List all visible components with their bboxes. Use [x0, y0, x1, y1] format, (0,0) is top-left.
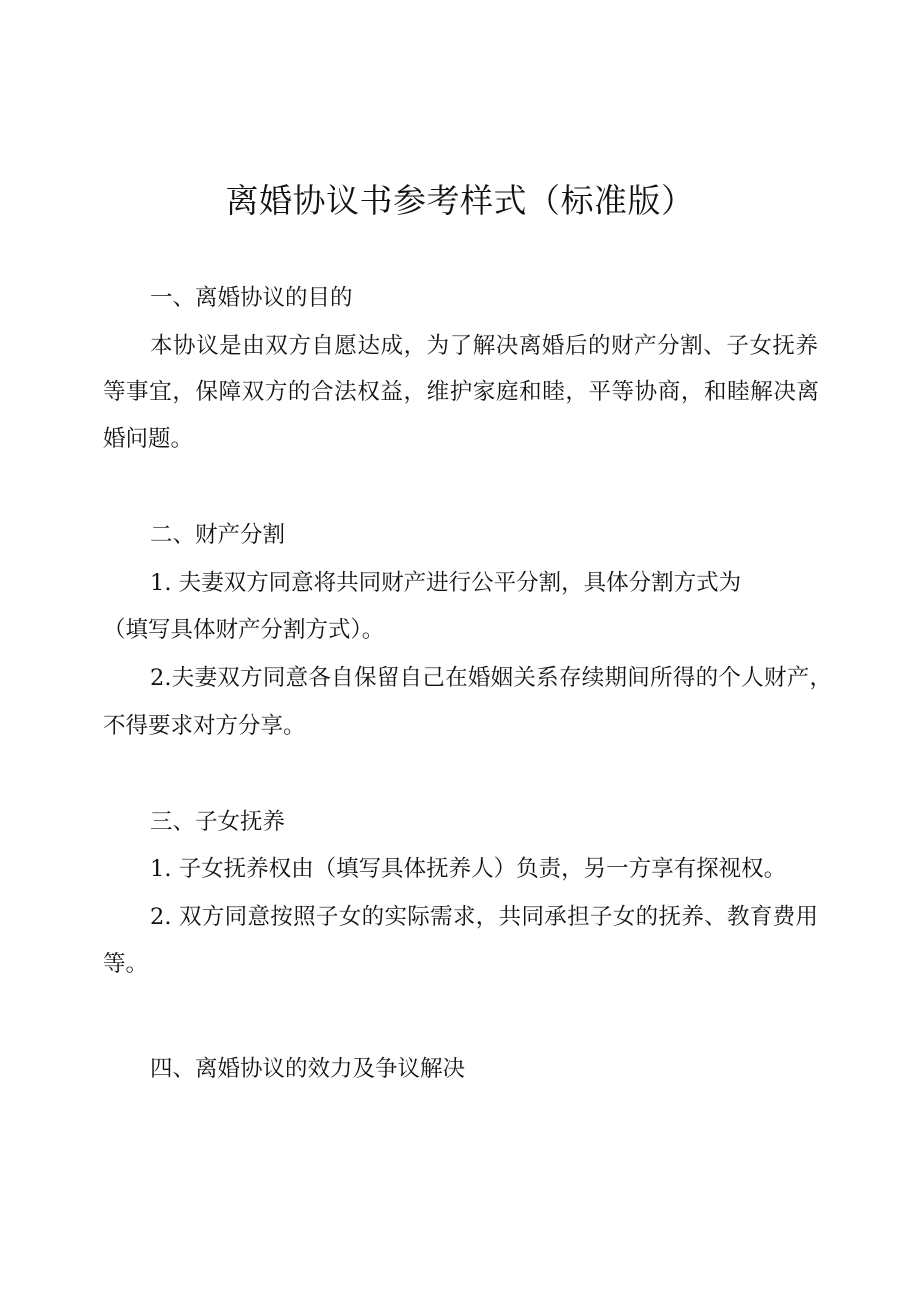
section-heading-1: 一、离婚协议的目的 [150, 285, 353, 311]
document-title: 离婚协议书参考样式（标准版） [225, 181, 695, 220]
paragraph-line: 1. 子女抚养权由（填写具体抚养人）负责，另一方享有探视权。 [150, 856, 787, 882]
paragraph-line: （填写具体财产分割方式）。 [103, 617, 385, 643]
paragraph-line: 等。 [103, 951, 149, 977]
paragraph-line: 1. 夫妻双方同意将共同财产进行公平分割，具体分割方式为 [150, 570, 742, 596]
paragraph-line: 2.夫妻双方同意各自保留自己在婚姻关系存续期间所得的个人财产， [150, 665, 832, 691]
paragraph-line: 婚问题。 [103, 426, 194, 452]
paragraph-line: 2. 双方同意按照子女的实际需求，共同承担子女的抚养、教育费用 [150, 904, 818, 930]
section-heading-2: 二、财产分割 [150, 522, 286, 548]
paragraph-line: 本协议是由双方自愿达成，为了解决离婚后的财产分割、子女抚养 [150, 333, 818, 359]
paragraph-line: 不得要求对方分享。 [103, 713, 306, 739]
section-heading-4: 四、离婚协议的效力及争议解决 [150, 1056, 466, 1082]
section-heading-3: 三、子女抚养 [150, 809, 286, 835]
paragraph-line: 等事宜，保障双方的合法权益，维护家庭和睦，平等协商，和睦解决离 [103, 379, 819, 405]
